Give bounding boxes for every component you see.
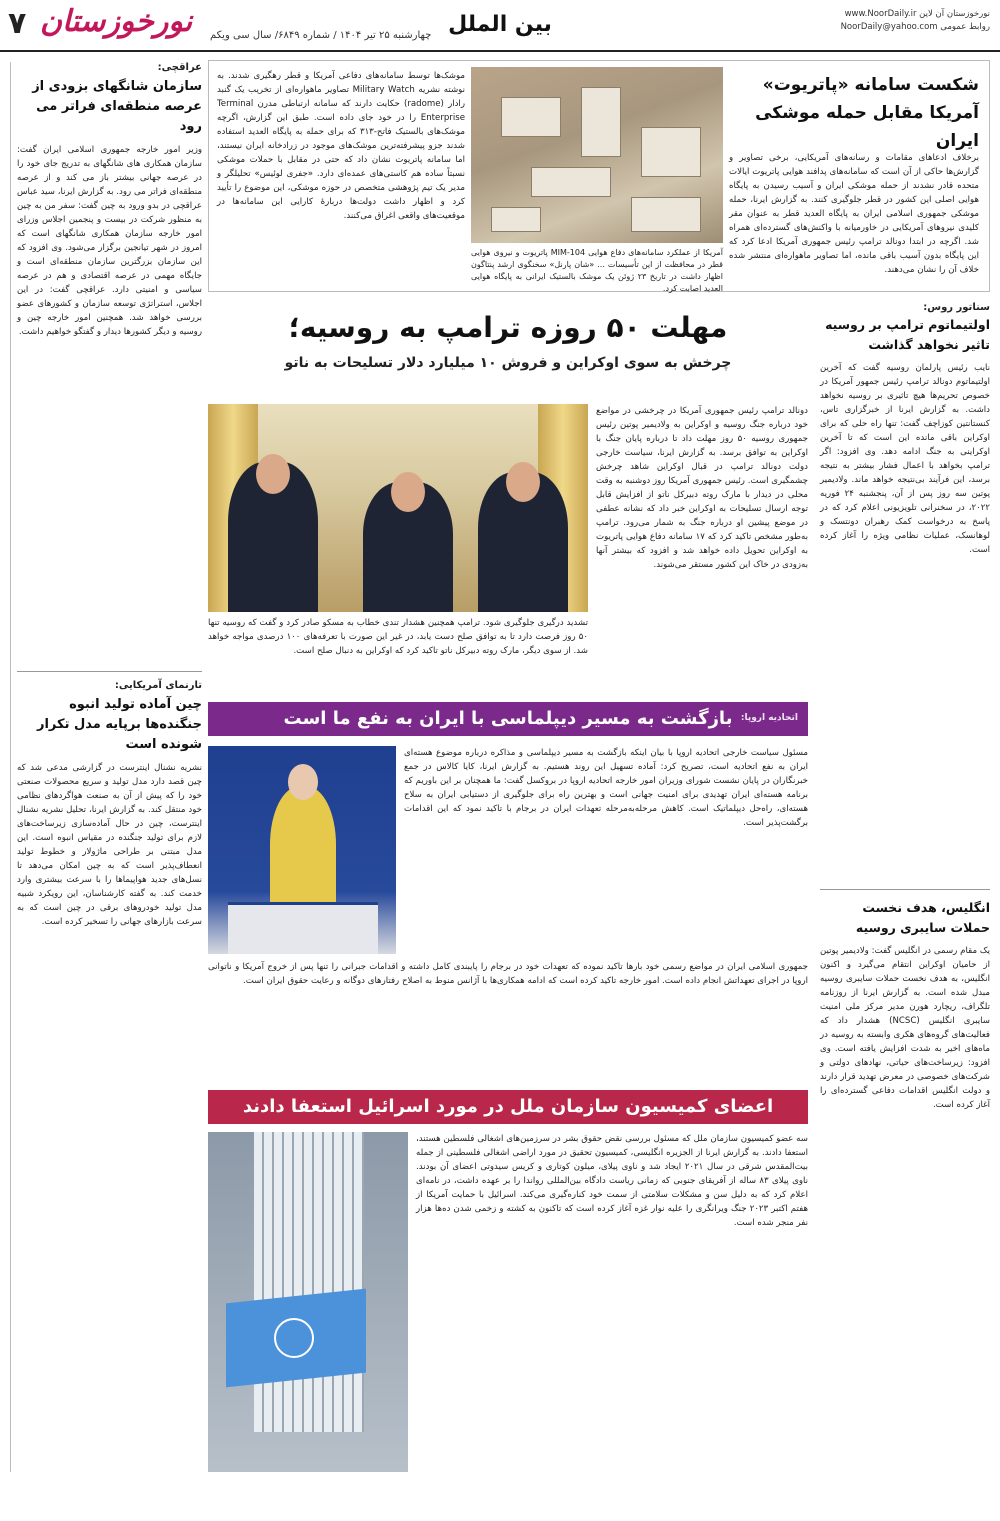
issue-line: چهارشنبه ۲۵ تیر ۱۴۰۴ / شماره ۶۸۴۹/ سال سی ویکم [210, 30, 432, 41]
left-body-2: نشریه نشنال اینترست در گزارشی مدعی شد که چین قصد دارد مدل تولید و سریع محصولات صنعتی خود را که پیش از آن به صنعت هواگردهای نظامی خود منتقل کند. به گزارش ایرنا، تحلیل نشریه نشنال اینترست، چین در حال آماده‌سازی زیرساخت‌های لازم برای تولید جنگنده در مقیاس انبوه است. این مدل مبتنی بر طراحی ماژولار و خطوط تولید انعطاف‌پذیر است که به چین امکان می‌دهد تا نسل‌های جدید هواپیماها را با سرعت بیشتری وارد خدمت کند. به گفته کارشناسان، این رویکرد شبیه مدل تولید خودروهای برقی در چین است که به سرعت بازارهای جهانی را تسخیر کرده است. [17, 763, 202, 927]
photo-face [256, 454, 290, 494]
left-divider [17, 671, 202, 672]
un-headline-bar [208, 1090, 808, 1124]
top-story [208, 60, 990, 292]
left-kicker-2: تارنمای آمریکایی: [114, 680, 202, 691]
right-kicker: سناتور روس: [923, 302, 990, 313]
photo-building [531, 167, 611, 197]
eu-body-below: جمهوری اسلامی ایران در مواضع رسمی خود بارها تاکید نموده که تعهدات خود در برجام را پایبندی کامل داشته و اقدامات جبرانی را تنها پس از خروج آمریکا و ناتوانی اروپا در اجرای تعهداتش انجام داده است. امور خارجه تاکید کرده است که ادامه همکاری‌ها با آژانس منوط به اصلاح رفتارهای دوگانه و رعایت حقوق ایران است. [208, 962, 808, 986]
left-body-1: وزیر امور خارجه جمهوری اسلامی ایران گفت: سازمان همکاری های شانگهای به تدریج جای خود را در عرصه جهانی بیشتر باز می کند و از عرصه منطقه‌ای فراتر می رود. به گزارش ایرنا، سید عباس عراقچی در بدو ورود به چین گفت: سفر من به چین به منظور شرکت در بیست و پنجمین اجلاس وزرای امور خارجه سازمان همکاری شانگهای است که امروز در شهر تیانجین برگزار می‌شود. وی افزود که این سازمان بزرگترین سازمان منطقه‌ای است و جایگاه مهمی در عرصه اقتصادی و هم در عرصه سیاسی و امنیتی دارد. عراقچی گفت: در این اجلاس، استراتژی توسعه سازمان و کشورهای عضو بررسی خواهد شد. همچنین امور خارجه چین و روسیه و دیگر کشورها دیدار و گفتگو خواهیم داشت. [17, 145, 202, 337]
right-headline-1: اولتیماتوم ترامپ بر روسیه تاثیر نخواهد گذاشت [825, 317, 990, 352]
photo-building [501, 97, 561, 137]
right-body-2: یک مقام رسمی در انگلیس گفت: ولادیمیر پوتین از حامیان اوکراین انتقام می‌گیرد و اکنون انگلیس، به هدف نخست حملات سایبری روسیه مبدل شده است. به گزارش ایرنا از روزنامه تلگراف، ریچارد هورن مدیر مرکز ملی امنیت سایبری انگلیس (NCSC) هشدار داد که فعالیت‌های گروه‌های هکری وابسته به روسیه در ماه‌های اخیر به شدت افزایش یافته است. وی افزود: زیرساخت‌های حیاتی، نهادهای دولتی و شرکت‌های خصوصی در معرض تهدید قرار دارند و دولت انگلیس اقدامات دفاعی گسترده‌ای را آغاز کرده است. [820, 946, 990, 1110]
photo-building [641, 127, 701, 177]
photo-building [491, 207, 541, 232]
photo-face [288, 764, 318, 800]
photo-building [254, 1132, 364, 1432]
oval-office-photo [208, 404, 588, 612]
trump-body: دونالد ترامپ رئیس جمهوری آمریکا در چرخشی در مواضع خود درباره جنگ روسیه و اوکراین به ولادیمیر پوتین رئیس جمهوری روسیه ۵۰ روز مهلت داد تا درباره پایان جنگ با اوکراین به توافق برسد. به گزارش ایرنا، سیاست خارجی دولت دونالد ترامپ در قبال اوکراین شاهد چرخش چشمگیری است. رئیس جمهوری آمریکا روز دوشنبه به وقت محلی در دیدار با مارک روته دبیرکل ناتو از افزایش قابل توجه ارسال تسلیحات به اوکراین خبر داد که نشانه عطفی در موضع پیشین او درباره جنگ به شمار می‌رود. ترامپ به‌طور مشخص تاکید کرد که ۱۷ سامانه دفاع هوایی پاتریوت به اوکراین تحویل داده خواهد شد و افزود که بیشتر آنها به‌زودی در خاک این کشور مستقر می‌شوند. [596, 406, 808, 570]
site-info [841, 8, 990, 34]
eu-spokesperson-photo [208, 746, 396, 954]
eu-tag: اتحادیه اروپا: [740, 713, 798, 723]
left-headline-2: چین آماده تولید انبوه جنگنده‌ها برپایه مدل تکرار شونده است [36, 697, 202, 752]
right-column [820, 302, 990, 1472]
page-number: ۷ [8, 6, 27, 41]
left-headline-1: سازمان شانگهای بزودی از عرصه منطقه‌ای فراتر می رود [32, 79, 202, 134]
top-photo-caption: آمریکا از عملکرد سامانه‌های دفاع هوایی MIM-104 پاتریوت و نیروی هوایی قطر در محافظت از این تأسیسات ... «شان پارنل» سخنگوی ارشد پنتاگون اظهار داشت در تاریخ ۲۳ ژوئن یک موشک بالستیک ایرانی به پایگاه هوایی العدید اصابت کرد. [471, 248, 724, 293]
photo-building [581, 87, 621, 157]
un-emblem-icon [274, 1318, 314, 1358]
left-column [10, 62, 202, 1472]
newspaper-logo: نورخوزستان [40, 4, 193, 39]
satellite-photo [471, 67, 723, 243]
un-headline: اعضای کمیسیون سازمان ملل در مورد اسرائیل استعفا دادند [242, 1096, 774, 1117]
right-divider [820, 889, 990, 890]
right-body-1: نایب رئیس پارلمان روسیه گفت که آخرین اولتیماتوم دونالد ترامپ رئیس جمهور آمریکا در خصوص تحریم‌ها هیچ تاثیری بر روسیه نخواهد داشت. به گزارش ایرنا از خبرگزاری تاس، کنستانتین کوزاچف گفت: تنها راه حلی که برای اوکراین باقی مانده این است که تا آخرین اوکراینی به جنگ ادامه دهد. وی افزود: اگر ترامپ بخواهد با اعمال فشار بیشتر به نتیجه برسد، این فرآیند بی‌نتیجه خواهد ماند. ولادیمیر پوتین سه روز پس از آن، پنجشنبه ۲۴ فوریه ۲۰۲۲، در سخنرانی تلویزیونی اعلام کرد که در پاسخ به درخواست کمک رهبران دونتسک و لوهانسک، عملیات نظامی ویژه را آغاز کرده است. [820, 363, 990, 555]
top-story-body: برخلاف ادعاهای مقامات و رسانه‌های آمریکایی، برخی تصاویر و گزارش‌ها حاکی از آن است که سامانه‌های پدافند هوایی پاتریوت ایالات متحده قادر نشدند از حمله موشکی ایران و آسیب رسیدن به پایگاه هوایی اصلی این کشور در قطر جلوگیری کنند. به گزارش ایرنا، حمله موشکی جمهوری اسلامی ایران به پایگاه العدید قطر به عنوان مقر کلیدی نیروهای آمریکایی در خاورمیانه با واکنش‌های گسترده‌ای همراه شد. اگرچه در ابتدا دونالد ترامپ رئیس جمهوری آمریکا ادعا کرد که این پایگاه بدون آسیب باقی مانده، اما تصاویر ماهواره‌ای منتشر شده خلاف آن را نشان می‌دهند. [729, 153, 979, 275]
photo-building [631, 197, 701, 232]
un-flag-photo [208, 1132, 408, 1472]
photo-person [270, 786, 336, 916]
trump-headline-block [208, 308, 808, 374]
site-line-1[interactable]: www.NoorDaily.ir نورخوزستان آن لاین [844, 9, 990, 19]
site-line-2[interactable]: NoorDaily@yahoo.com روابط عمومی [840, 22, 990, 32]
photo-face [391, 472, 425, 512]
left-kicker-1: عراقچی: [157, 62, 202, 73]
masthead [0, 0, 1000, 52]
section-title: بین الملل [448, 12, 552, 37]
top-story-left-body: موشک‌ها توسط سامانه‌های دفاعی آمریکا و قطر رهگیری شدند. به نوشته نشریه Military Watch تصاویر ماهواره‌ای از تخریب یک گنبد رادار (radome) حکایت دارند که سامانه ارتباطی مدرن Terminal Enterprise را در خود جای داده است. طبق این گزارش، اگرچه موشک‌های بالستیک فاتح-۳۱۳ که برای حمله به پایگاه العدید استفاده شدند جزو پیشرفته‌ترین موشک‌های موجود در زرادخانه ایران نیستند، اما سامانه پاتریوت نشان داد که حتی در مقابل با حملات موشکی نسبتاً ساده هم کاستی‌های عمده‌ای دارد. «جفری لوئیس» تحلیلگر و مدیر یک تیم پژوهشی متخصص در حوزه موشکی، این موضوع را تأیید کرد و اظهار داشت دولت‌ها دربارهٔ کارایی این سامانه‌ها در موقعیت‌های واقعی اغراق می‌کنند. [217, 71, 466, 221]
trump-headline: مهلت ۵۰ روزه ترامپ به روسیه؛ [288, 311, 728, 344]
eu-headline-bar [208, 702, 808, 736]
eu-body: مسئول سیاست خارجی اتحادیه اروپا با بیان اینکه بازگشت به مسیر دیپلماسی و مذاکره درباره موضوع هسته‌ای ایران به نفع اتحادیه است، تصریح کرد: آماده تسهیل این روند هستیم. به گزارش ایرنا، کایا کالاس در جمع خبرنگاران در پایان نشست شورای وزیران امور خارجه اتحادیه اروپا در بروکسل گفت: ما همچنان بر این باوریم که برنامه هسته‌ای ایران تهدیدی برای امنیت جهانی است و بهترین راه برای جلوگیری از دستیابی ایران به سلاح هسته‌ای، راه‌حل دیپلماتیک است. کاهش مرحله‌به‌مرحله تعهدات ایران در برجام با تاکید نمود که این اقدامات برگشت‌پذیر است. [404, 748, 808, 828]
trump-body-below: تشدید درگیری جلوگیری شود. ترامپ همچنین هشدار تندی خطاب به مسکو صادر کرد و گفت که روسیه تنها ۵۰ روز فرصت دارد تا به توافق صلح دست یابد، در غیر این صورت با تعرفه‌های ۱۰۰ درصدی مواجه خواهد شد. از سوی دیگر، مارک روته دبیرکل ناتو تاکید کرد که اوکراین به دنبال صلح است. [208, 618, 589, 656]
photo-face [506, 462, 540, 502]
top-story-headline: شکست سامانه «پاتریوت» آمریکا مقابل حمله موشکی ایران [755, 75, 979, 151]
eu-headline: بازگشت به مسیر دیپلماسی با ایران به نفع ما است [283, 708, 733, 729]
photo-podium [228, 902, 378, 954]
un-body: سه عضو کمیسیون سازمان ملل که مسئول بررسی نقض حقوق بشر در سرزمین‌های اشغالی فلسطین هستند، استعفا دادند. به گزارش ایرنا از الجزیره انگلیسی، کمیسیون تحقیق در مورد اراضی اشغالی فلسطینی از جمله بیت‌المقدس شرقی در سال ۲۰۲۱ ایجاد شد و ناوی پیلای، میلون کوتاری و کریس سیدوتی اعضای آن بودند. ناوی پیلای ۸۳ ساله از آفریقای جنوبی که زمانی ریاست دادگاه بین‌المللی رواندا را بر عهده داشت، در نامه‌ای اعلام کرد که به دلیل سن و مشکلات سلامتی از سمت خود کناره‌گیری می‌کند. اسرائیل با حمایت آمریکا از هفتم اکتبر ۲۰۲۳ جنگ ویرانگری را علیه نوار غزه آغاز کرده است که تاکنون به کشته و زخمی شدن ده‌ها هزار نفر منجر شده است. [416, 1134, 808, 1228]
right-headline-2: انگلیس، هدف نخست حملات سایبری روسیه [855, 900, 990, 935]
trump-subheadline: چرخش به سوی اوکراین و فروش ۱۰ میلیارد دلار تسلیحات به ناتو [284, 355, 732, 371]
